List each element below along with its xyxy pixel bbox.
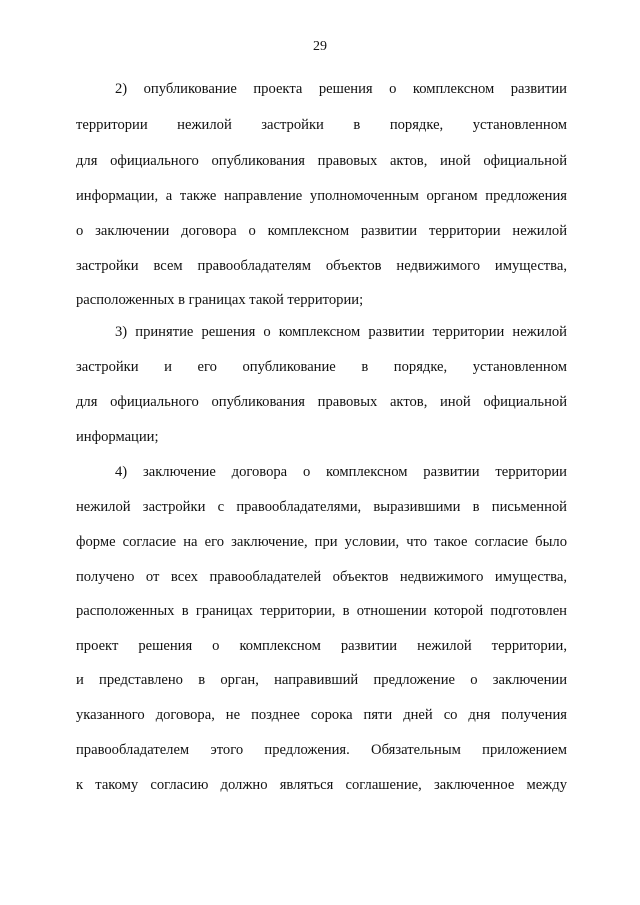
- text-line: территории нежилой застройки в порядке, установленном: [76, 117, 567, 133]
- text-line: получено от всех правообладателей объектов недвижимого имущества,: [76, 569, 567, 585]
- text-line: форме согласие на его заключение, при условии, что такое согласие было: [76, 534, 567, 550]
- text-line: застройки и его опубликование в порядке, установленном: [76, 359, 567, 375]
- text-line: информации;: [76, 429, 159, 445]
- text-line: о заключении договора о комплексном развитии территории нежилой: [76, 223, 567, 239]
- text-line: 3) принятие решения о комплексном развитии территории нежилой: [115, 324, 567, 340]
- text-line: правообладателем этого предложения. Обязательным приложением: [76, 742, 567, 758]
- text-line: указанного договора, не позднее сорока пяти дней со дня получения: [76, 707, 567, 723]
- text-line: нежилой застройки с правообладателями, выразившими в письменной: [76, 499, 567, 515]
- text-line: к такому согласию должно являться соглашение, заключенное между: [76, 777, 567, 793]
- text-line: расположенных в границах территории, в отношении которой подготовлен: [76, 603, 567, 619]
- text-line: для официального опубликования правовых актов, иной официальной: [76, 394, 567, 410]
- text-line: и представлено в орган, направивший предложение о заключении: [76, 672, 567, 688]
- text-line: 4) заключение договора о комплексном развитии территории: [115, 464, 567, 480]
- text-line: для официального опубликования правовых актов, иной официальной: [76, 153, 567, 169]
- text-line: проект решения о комплексном развитии нежилой территории,: [76, 638, 567, 654]
- text-line: застройки всем правообладателям объектов недвижимого имущества,: [76, 258, 567, 274]
- page-number: 29: [313, 39, 327, 54]
- text-line: расположенных в границах такой территории;: [76, 292, 364, 308]
- text-line: информации, а также направление уполномоченным органом предложения: [76, 188, 567, 204]
- text-line: 2) опубликование проекта решения о комплексном развитии: [115, 81, 567, 97]
